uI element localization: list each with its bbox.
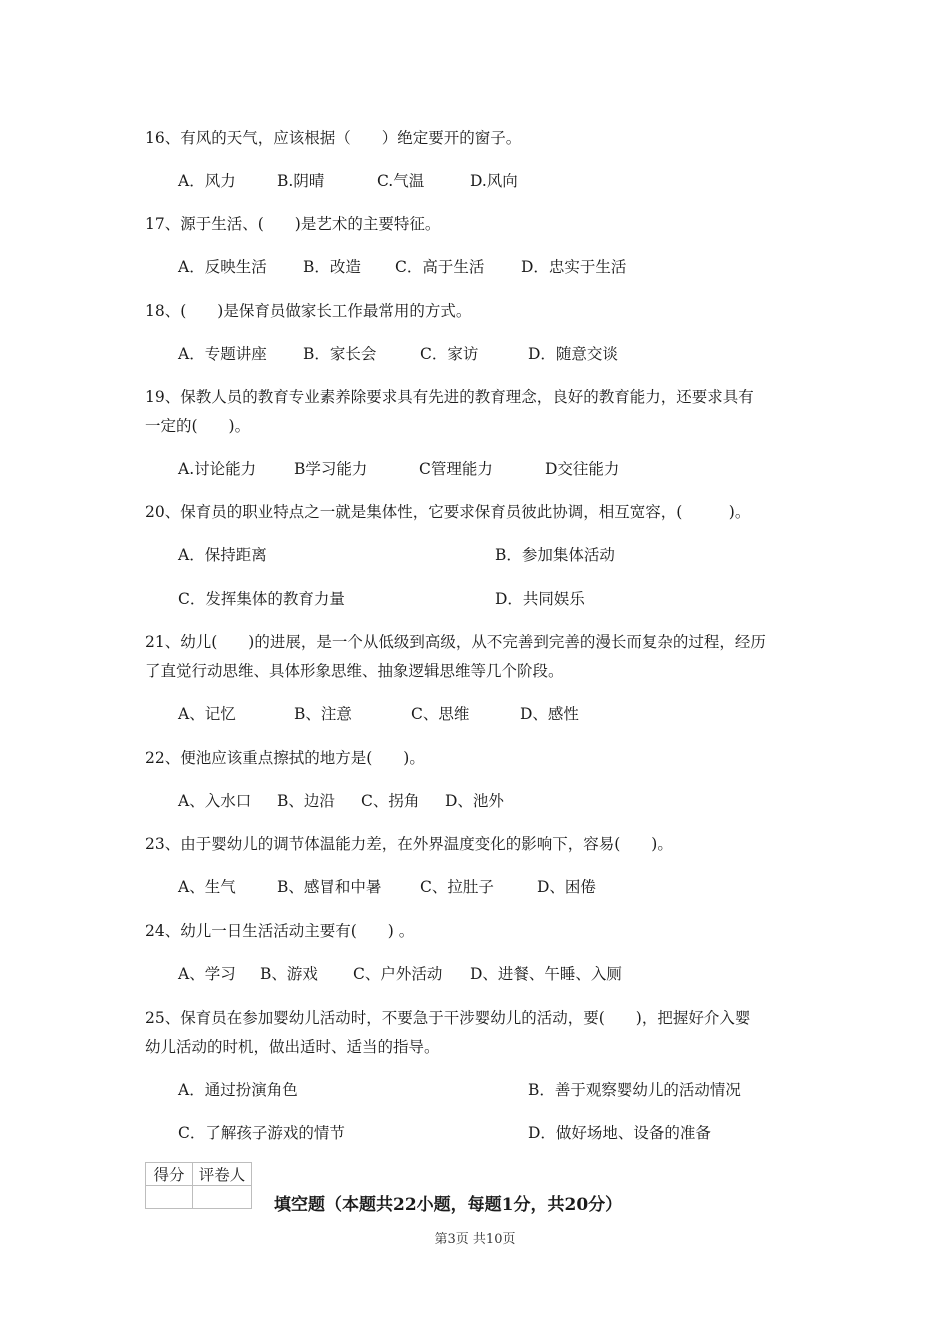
option-18-a: A．专题讲座 (178, 345, 267, 363)
option-23-d: D、困倦 (537, 878, 596, 896)
option-24-d: D、进餐、午睡、入厕 (470, 965, 622, 983)
option-24-c: C、户外活动 (353, 965, 443, 983)
option-18-c: C．家访 (420, 345, 479, 363)
question-23: 23、由于婴幼儿的调节体温能力差，在外界温度变化的影响下，容易( )。 (145, 835, 673, 853)
question-18: 18、( )是保育员做家长工作最常用的方式。 (145, 302, 472, 320)
option-18-d: D．随意交谈 (528, 345, 618, 363)
grader-label: 评卷人 (193, 1163, 252, 1186)
option-18-b: B．家长会 (303, 345, 377, 363)
option-25-a: A．通过扮演角色 (178, 1081, 298, 1099)
option-20-c: C．发挥集体的教育力量 (178, 590, 345, 608)
question-19-cont: 一定的( )。 (145, 417, 251, 435)
option-22-d: D、池外 (445, 792, 504, 810)
option-20-d: D．共同娱乐 (495, 590, 585, 608)
question-19: 19、保教人员的教育专业素养除要求具有先进的教育理念，良好的教育能力，还要求具有 (145, 388, 754, 406)
option-16-d: D.风向 (470, 172, 518, 190)
option-22-a: A、入水口 (178, 792, 252, 810)
option-21-b: B、注意 (294, 705, 352, 723)
option-17-b: B．改造 (303, 258, 361, 276)
option-19-b: B学习能力 (294, 460, 368, 478)
option-22-b: B、边沿 (277, 792, 335, 810)
option-25-b: B．善于观察婴幼儿的活动情况 (528, 1081, 741, 1099)
option-21-d: D、感性 (520, 705, 579, 723)
score-cell[interactable] (146, 1186, 193, 1209)
page-footer: 第3页 共10页 (434, 1232, 516, 1247)
option-21-c: C、思维 (411, 705, 470, 723)
option-23-a: A、生气 (178, 878, 236, 896)
option-16-c: C.气温 (377, 172, 425, 190)
option-19-d: D交往能力 (545, 460, 620, 478)
option-17-d: D．忠实于生活 (521, 258, 627, 276)
grader-cell[interactable] (193, 1186, 252, 1209)
option-20-b: B．参加集体活动 (495, 546, 615, 564)
score-box (145, 1162, 252, 1209)
score-label: 得分 (146, 1163, 193, 1186)
option-17-a: A．反映生活 (178, 258, 267, 276)
question-21: 21、幼儿( )的进展，是一个从低级到高级，从不完善到完善的漫长而复杂的过程，经历 (145, 633, 766, 651)
question-25: 25、保育员在参加婴幼儿活动时，不要急于干涉婴幼儿的活动，要( )，把握好介入婴 (145, 1009, 751, 1027)
option-21-a: A、记忆 (178, 705, 236, 723)
question-24: 24、幼儿一日生活活动主要有( ) 。 (145, 922, 415, 940)
option-24-a: A、学习 (178, 965, 236, 983)
option-25-d: D．做好场地、设备的准备 (528, 1124, 711, 1142)
question-25-cont: 幼儿活动的时机，做出适时、适当的指导。 (145, 1038, 440, 1056)
option-19-a: A.讨论能力 (178, 460, 257, 478)
option-20-a: A．保持距离 (178, 546, 267, 564)
question-22: 22、便池应该重点擦拭的地方是( )。 (145, 749, 425, 767)
option-19-c: C管理能力 (419, 460, 493, 478)
question-16: 16、有风的天气，应该根据（ ）绝定要开的窗子。 (145, 129, 522, 147)
option-24-b: B、游戏 (260, 965, 318, 983)
question-17: 17、源于生活、( )是艺术的主要特征。 (145, 215, 441, 233)
question-20: 20、保育员的职业特点之一就是集体性，它要求保育员彼此协调，相互宽容，( )。 (145, 503, 751, 521)
option-23-c: C、拉肚子 (420, 878, 494, 896)
option-23-b: B、感冒和中暑 (277, 878, 382, 896)
option-25-c: C．了解孩子游戏的情节 (178, 1124, 345, 1142)
option-17-c: C．高于生活 (395, 258, 485, 276)
question-21-cont: 了直觉行动思维、具体形象思维、抽象逻辑思维等几个阶段。 (145, 662, 564, 680)
section-title: 填空题（本题共22小题，每题1分，共20分） (274, 1195, 623, 1215)
option-16-a: A．风力 (178, 172, 236, 190)
option-16-b: B.阴晴 (277, 172, 325, 190)
option-22-c: C、拐角 (361, 792, 420, 810)
